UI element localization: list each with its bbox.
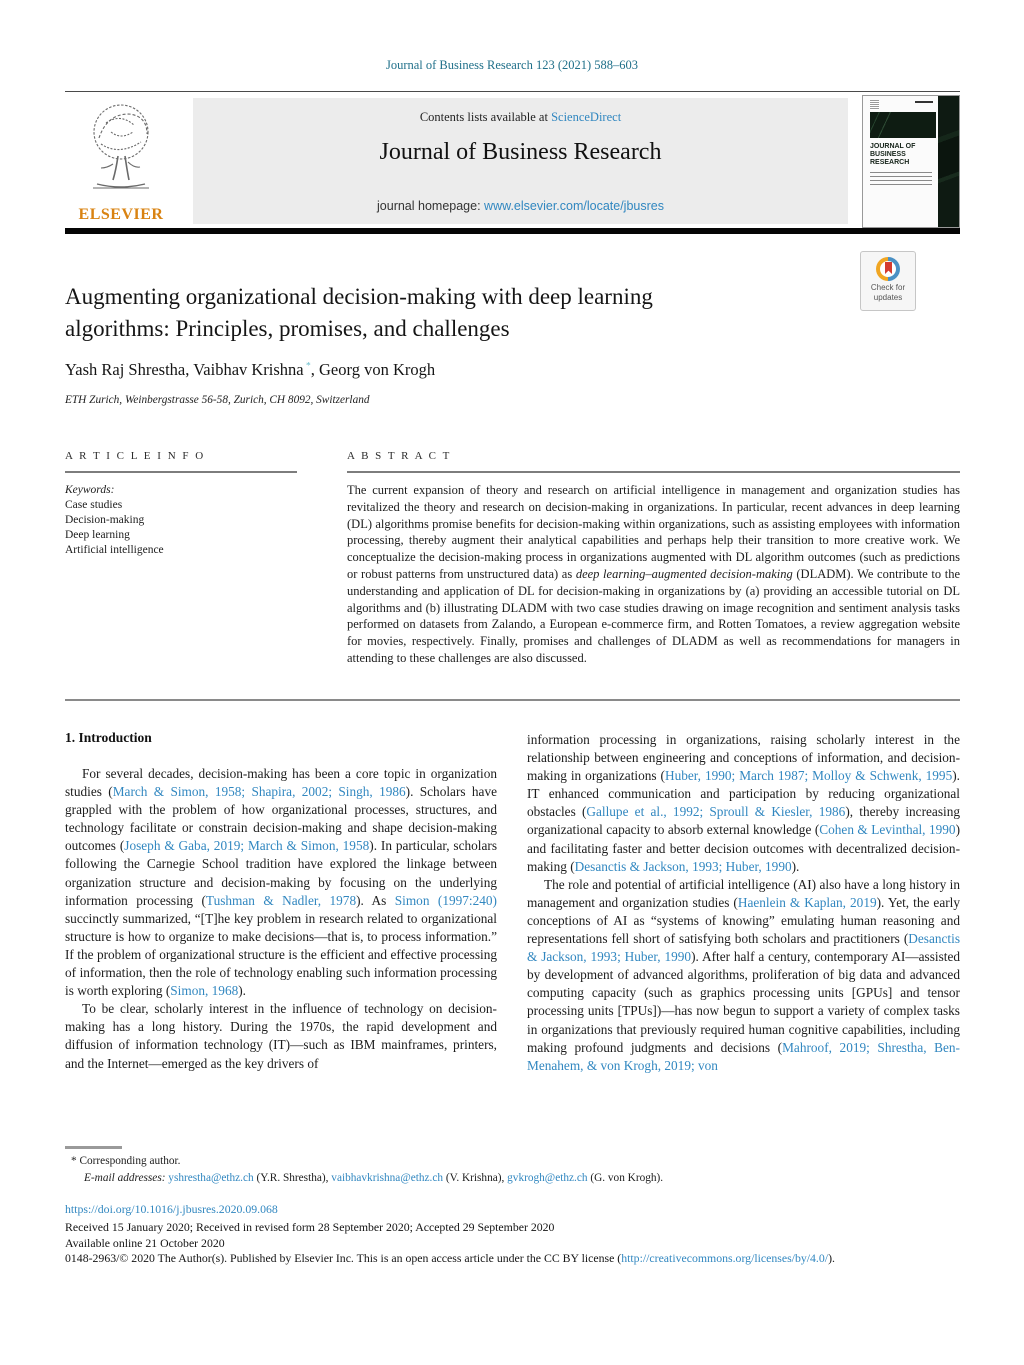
body-paragraph	[527, 876, 960, 1075]
text-segment: ). After half a century, contemporary AI—assisted by development of advanced algorithms, proliferation of big data and advanced computing capacity (such as graphics processing units [GPUs] and tensor processing units [TPUs])—has now begun to support a variety of complex tasks in organizations that previously required human cognitive capabilities, including making profound judgments and decisions (	[527, 949, 960, 1055]
body-paragraph	[65, 1000, 497, 1072]
text-segment: ). IT enhanced communication and participation by reducing organizational obstacles (	[527, 768, 960, 820]
text-segment: (G. von Krogh).	[587, 1172, 664, 1184]
cover-caption-lines	[870, 172, 932, 188]
journal-title: Journal of Business Research	[379, 139, 662, 165]
text-segment: ) and facilitating faster and better decision outcomes with decentralized decision-making (	[527, 822, 960, 874]
footnote-rule	[65, 1146, 122, 1149]
contents-prefix: Contents lists available at	[419, 110, 552, 124]
email-addresses-note	[84, 1172, 663, 1184]
contents-line	[193, 110, 848, 125]
corresponding-author-note: * Corresponding author.	[71, 1155, 181, 1167]
citation-link[interactable]: Mahroof, 2019; Shrestha, Ben-Menahem, & von Krogh, 2019; von	[527, 1039, 960, 1073]
email-link[interactable]: vaibhavkrishna@ethz.ch	[331, 1172, 444, 1184]
author-list	[65, 360, 805, 380]
check-label-line2: updates	[873, 292, 903, 302]
email-link[interactable]: gvkrogh@ethz.ch	[507, 1172, 588, 1184]
cover-marble-band	[870, 112, 936, 138]
citation-link[interactable]: March & Simon, 1958; Shapira, 2002; Singh, 1986	[112, 784, 406, 800]
keywords-block	[65, 483, 297, 558]
journal-cover-thumbnail	[862, 95, 960, 228]
text-segment: For several decades, decision-making has been a core topic in organization studies (	[65, 766, 497, 800]
paper-title-line1: Augmenting organizational decision-making with deep learning	[65, 284, 653, 309]
elsevier-logo	[65, 98, 177, 224]
text-segment: , Georg von Krogh	[310, 360, 436, 379]
elsevier-wordmark: ELSEVIER	[78, 206, 164, 223]
text-segment: ).	[828, 1251, 835, 1265]
body-paragraph	[527, 731, 960, 876]
text-segment: ). Yet, the early conceptions of AI as “systems of knowing” emulating human reasoning and representations fell short of satisfying both scholars and practitioners (	[527, 894, 960, 947]
section-heading-introduction: 1. Introduction	[65, 730, 152, 745]
citation-link[interactable]: Desanctis & Jackson, 1993; Huber, 1990	[574, 858, 792, 874]
text-segment: succinctly summarized, “[T]he key problem in research related to organizational structure is how to organize to make decisions—that is, to process information.” If the problem of organizational structure is the efficient and effective processing of information, then the role of technology enabling such information processing is worth exploring (	[65, 910, 497, 999]
doi-url[interactable]: https://doi.org/10.1016/j.jbusres.2020.09.068	[65, 1202, 278, 1216]
text-segment: The role and potential of artificial intelligence (AI) also have a long history in management and organization studies (	[527, 876, 960, 910]
text-segment: 0148-2963/© 2020 The Author(s). Published by Elsevier Inc. This is an open access article under the CC BY license (	[65, 1251, 622, 1265]
paper-title	[65, 281, 805, 345]
text-segment: Yash Raj Shrestha, Vaibhav Krishna	[65, 360, 304, 379]
citation-link[interactable]: Haenlein & Kaplan, 2019	[737, 894, 877, 910]
masthead-block	[193, 98, 848, 224]
citation-link[interactable]: Gallupe et al., 1992; Sproull & Kiesler, 1986	[586, 804, 846, 820]
license-link[interactable]: http://creativecommons.org/licenses/by/4.0/	[621, 1251, 829, 1265]
body-column-left	[65, 765, 497, 1073]
elsevier-tree-icon	[73, 98, 169, 198]
check-label-line1: Check for	[870, 283, 906, 292]
paper-title-line2: algorithms: Principles, promises, and challenges	[65, 316, 510, 341]
text-segment: ). In particular, scholars following the Carnegie School tradition have explored the linkage between organization structure and decision-making by focusing on the underlying information processing (	[65, 838, 498, 908]
text-segment: information processing in organizations, raising scholarly interest in the relationship between engineering and conceptions of information, and decision-making in organizations (	[527, 732, 960, 784]
article-info-heading: A R T I C L E I N F O	[65, 450, 206, 462]
available-online: Available online 21 October 2020	[65, 1236, 225, 1250]
running-head-citation: Journal of Business Research 123 (2021) 588–603	[385, 58, 639, 72]
abstract-text	[347, 482, 960, 667]
text-segment: ).	[238, 983, 247, 999]
masthead-divider-bar	[65, 228, 960, 234]
corresponding-author-asterisk: *	[303, 361, 311, 372]
text-segment: The current expansion of theory and research on artificial intelligence in management and organization studies has revitalized the theory and research on decision-making in organizations. In particular, recent advances in deep learning (DL) algorithms promise benefits for decision-making within organizations, such as assisting employees with information processing, thereby augment their analytical capabilities and perhaps help their transition to more creative work. We conceptualize the decision-making process in organizations augmented with DL algorithm outcomes (such as predictions or robust patterns from unstructured data) as	[347, 483, 960, 581]
citation-link[interactable]: Desanctis & Jackson, 1993; Huber, 1990	[527, 931, 960, 965]
keyword-item: Deep learning	[65, 529, 130, 541]
body-paragraph	[65, 765, 497, 1000]
text-segment: ), thereby increasing organizational capacity to absorb external knowledge (	[527, 804, 960, 838]
abstract-heading: A B S T R A C T	[347, 450, 452, 462]
cover-issn-strip	[915, 101, 933, 103]
citation-link[interactable]: Huber, 1990; March 1987; Molloy & Schwenk, 1995	[664, 768, 953, 784]
citation-link[interactable]: Joseph & Gaba, 2019; March & Simon, 1958	[124, 838, 370, 854]
keyword-item: Decision-making	[65, 514, 145, 526]
text-segment: E-mail addresses:	[84, 1172, 169, 1184]
homepage-link[interactable]: www.elsevier.com/locate/jbusres	[484, 199, 664, 213]
email-link[interactable]: yshrestha@ethz.ch	[168, 1172, 254, 1184]
copyright-line	[65, 1251, 835, 1266]
text-segment: (DLADM). We contribute to the understanding and application of DL for decision-making in organizations by (a) providing an accessible tutorial on DL algorithms and (b) illustrating DLADM with two case studies drawing on image recognition and sentiment analysis tasks performed on datasets from Zalando, a European e-commerce firm, and Rotten Tomatoes, a review aggregation website for movies, respectively. Finally, promises and challenges of DLADM as well as recommendations for managers in attending to these challenges are also discussed.	[347, 566, 960, 665]
check-for-updates-label	[861, 283, 915, 302]
text-segment: ). As	[356, 892, 395, 908]
body-column-right	[527, 731, 960, 1075]
sciencedirect-link[interactable]: ScienceDirect	[551, 110, 622, 124]
homepage-line	[193, 199, 848, 213]
cover-spine	[938, 96, 959, 227]
text-segment: To be clear, scholarly interest in the influence of technology on decision-making has a long history. During the 1970s, the rapid development and diffusion of information technology (IT)—such as IBM mainframes, printers, and the Internet—emerged as the key drivers of	[65, 1001, 497, 1071]
text-segment: deep learning–augmented decision-making	[575, 566, 793, 581]
keyword-item: Case studies	[65, 499, 123, 511]
keywords-label: Keywords:	[65, 484, 115, 496]
homepage-prefix: journal homepage:	[377, 199, 485, 213]
text-segment: ).	[791, 858, 800, 874]
check-for-updates-icon	[876, 257, 900, 281]
bookmark-icon	[885, 262, 892, 274]
citation-link[interactable]: Tushman & Nadler, 1978	[205, 892, 357, 908]
abstract-rule	[347, 471, 960, 473]
check-for-updates-badge[interactable]	[860, 251, 916, 311]
cover-publisher-mark	[870, 100, 879, 110]
text-segment: (V. Krishna),	[443, 1172, 508, 1184]
text-segment: ). Scholars have grappled with the problem of how organizational processes, structures, and technology facilitate or constrain decision-making and shape decision-making outcomes (	[65, 784, 497, 854]
doi-link[interactable]	[65, 1202, 278, 1217]
abstract-bottom-rule	[65, 699, 960, 701]
cover-title: JOURNAL OF BUSINESS RESEARCH	[870, 143, 916, 166]
citation-link[interactable]: Cohen & Levinthal, 1990	[819, 822, 956, 838]
citation-link[interactable]: Simon, 1968	[170, 983, 239, 999]
article-info-section	[65, 450, 297, 558]
keyword-item: Artificial intelligence	[65, 544, 164, 556]
affiliation: ETH Zurich, Weinbergstrasse 56-58, Zurich, CH 8092, Switzerland	[65, 394, 370, 406]
text-segment: (Y.R. Shrestha),	[253, 1172, 332, 1184]
abstract-section	[347, 450, 960, 667]
header-rule	[65, 91, 960, 92]
article-info-rule	[65, 471, 297, 473]
citation-link[interactable]: Simon (1997:240)	[394, 892, 497, 908]
received-dates: Received 15 January 2020; Received in revised form 28 September 2020; Accepted 29 September 2020	[65, 1220, 555, 1234]
